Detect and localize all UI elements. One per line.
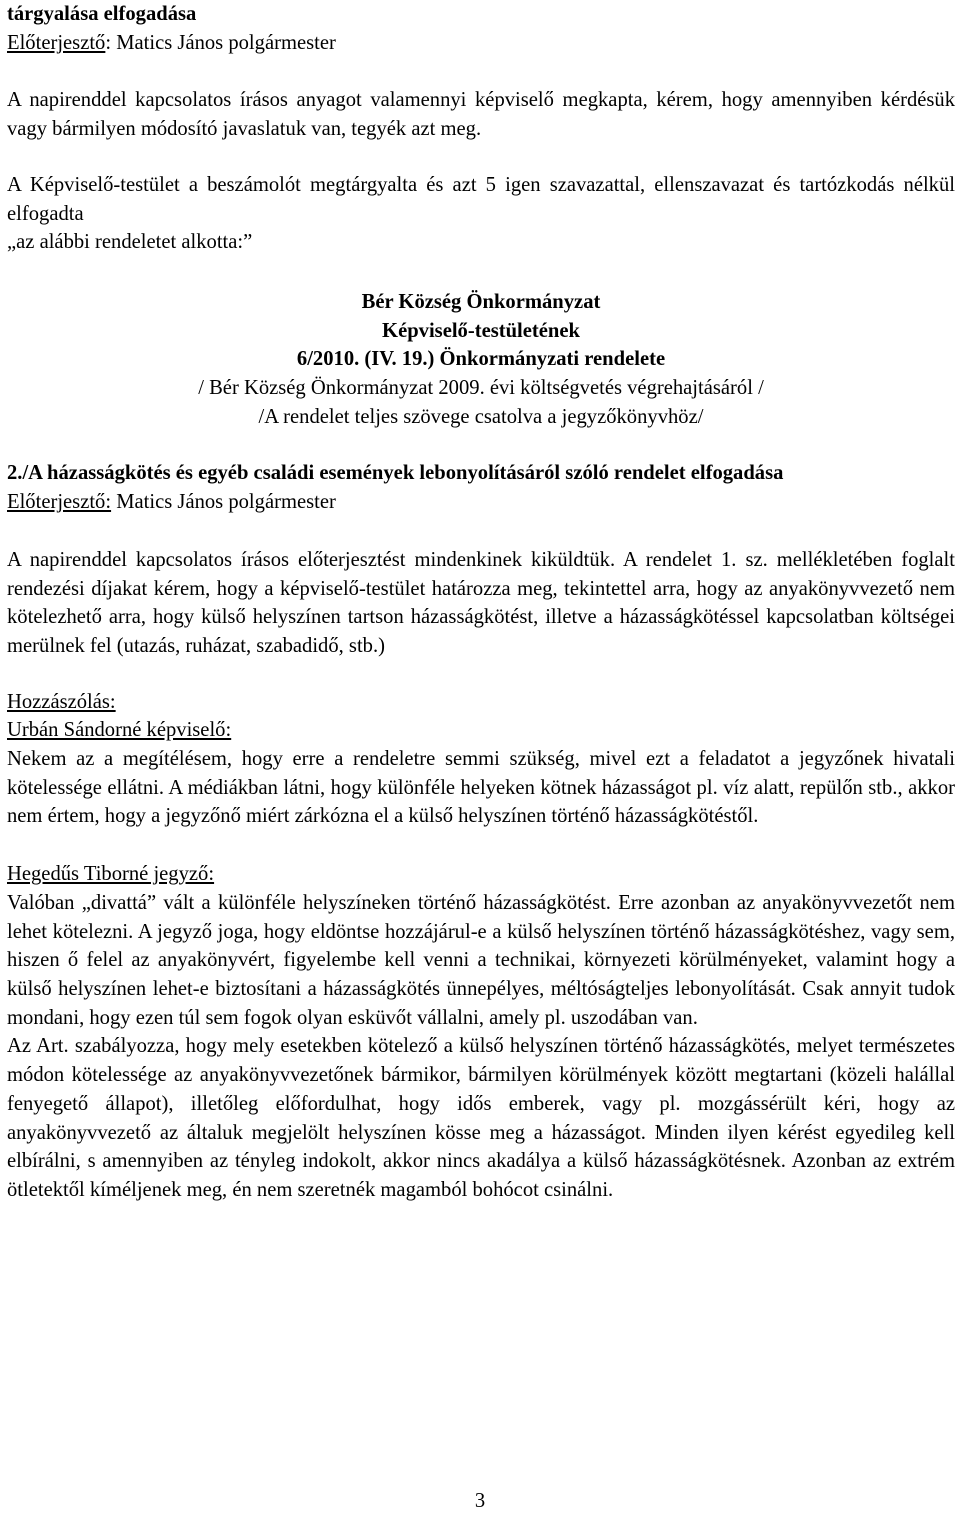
discussion-heading: Hozzászólás: — [7, 690, 116, 713]
decree-line-3: 6/2010. (IV. 19.) Önkormányzati rendelete — [296, 348, 666, 371]
item2-title: 2./A házasságkötés és egyéb családi események lebonyolításáról szóló rendelet elfogadása — [7, 462, 784, 485]
speech-1: Nekem az a megítélésem, hogy erre a rendeletre semmi szükség, mivel ezt a feladatot a jegyzőnek hivatali kötelessége ellátni. A médiákban látni, hogy különféle helyeken kötnek házasságot pl. víz alatt, repülőn stb., akkor nem értem, hogy a jegyzőnő miért zárkózna el a külső helyszínen történő házasságkötéstől. — [7, 748, 955, 828]
item1-adopted: „az alábbi rendeletet alkotta:” — [7, 231, 253, 254]
document-page — [7, 0, 955, 1205]
decree-line-1: Bér Község Önkormányzat — [361, 290, 601, 313]
decree-line-4: / Bér Község Önkormányzat 2009. évi költségvetés végrehajtásáról / — [198, 377, 764, 400]
decree-line-5: /A rendelet teljes szövege csatolva a jegyzőkönyvhöz/ — [258, 405, 704, 428]
speech-2a: Valóban „divattá” vált a különféle helyszíneken történő házasságkötést. Erre azonban az anyakönyvvezetőt nem lehet kötelezni. A jegyző joga, hogy eldöntse hozzájárul-e a külső helyszínen történő házasságkötéshez, vagy sem, hiszen ő felel az anyakönyvért, figyelembe kell venni a technikai, környezeti körülményeket, valamint hogy a külső helyszínen lehet-e biztosítani a házasságkötés ünnepélyes, méltóságteljes lebonyolítását. Csak annyit tudok mondani, hogy ezen túl sem fogok olyan esküvőt vállalni, amely pl. uszodában van. — [7, 891, 955, 1029]
decree-line-2: Képviselő-testületének — [382, 319, 580, 342]
presenter-name: : Matics János polgármester — [105, 31, 336, 54]
speaker-2: Hegedűs Tiborné jegyző: — [7, 863, 215, 886]
item1-vote-line: A Képviselő-testület a beszámolót megtárgyalta és azt 5 igen szavazattal, ellenszavazat és tartózkodás nélkül elfogadta — [7, 173, 955, 225]
speech-2b: Az Art. szabályozza, hogy mely esetekben kötelező a külső helyszínen történő házasságkötés, melyet természetes módon kötelessége az anyakönyvvezetőnek bármikor, bármilyen körülmények között megtartani (közeli halállal fenyegető állapot), illetőleg előfordulhat, hogy idős emberek, vagy pl. mozgássérült kéri, hogy az anyakönyvvezető az általuk megjelölt helyszínen kösse meg a házasságot. Minden ilyen kérést egyedileg kell elbírálni, s amennyiben az tényleg indokolt, akkor nincs akadálya a külső házasságkötésnek. Azonban az extrém ötletektől kíméljenek meg, én nem szeretnék magamból bohócot csinálni. — [7, 1035, 955, 1201]
page-number: 3 — [474, 1490, 486, 1512]
item2-intro: A napirenddel kapcsolatos írásos előterjesztést mindenkinek kiküldtük. A rendelet 1. sz. mellékletében foglalt rendezési díjakat kérem, hogy a képviselő-testület határozza meg, tekintettel arra, hogy az anyakönyvvezető nem kötelezhető arra, hogy külső helyszínen tartson házasságkötést, illetve a házasságkötéssel kapcsolatban költségei merülnek fel (utazás, ruházat, szabadidő, stb.) — [7, 548, 955, 657]
presenter-label: Előterjesztő — [7, 31, 106, 54]
item1-intro: A napirenddel kapcsolatos írásos anyagot valamennyi képviselő megkapta, kérem, hogy amennyiben kérdésük vagy bármilyen módosító javaslatuk van, tegyék azt meg. — [7, 89, 955, 141]
item1-title: tárgyalása elfogadása — [7, 3, 197, 25]
presenter-name: Matics János polgármester — [111, 491, 336, 514]
speaker-1: Urbán Sándorné képviselő: — [7, 719, 232, 742]
presenter-label: Előterjesztő: — [7, 491, 112, 514]
item1-presenter — [7, 29, 955, 58]
decree-block — [7, 288, 955, 432]
item2-presenter — [7, 488, 955, 517]
